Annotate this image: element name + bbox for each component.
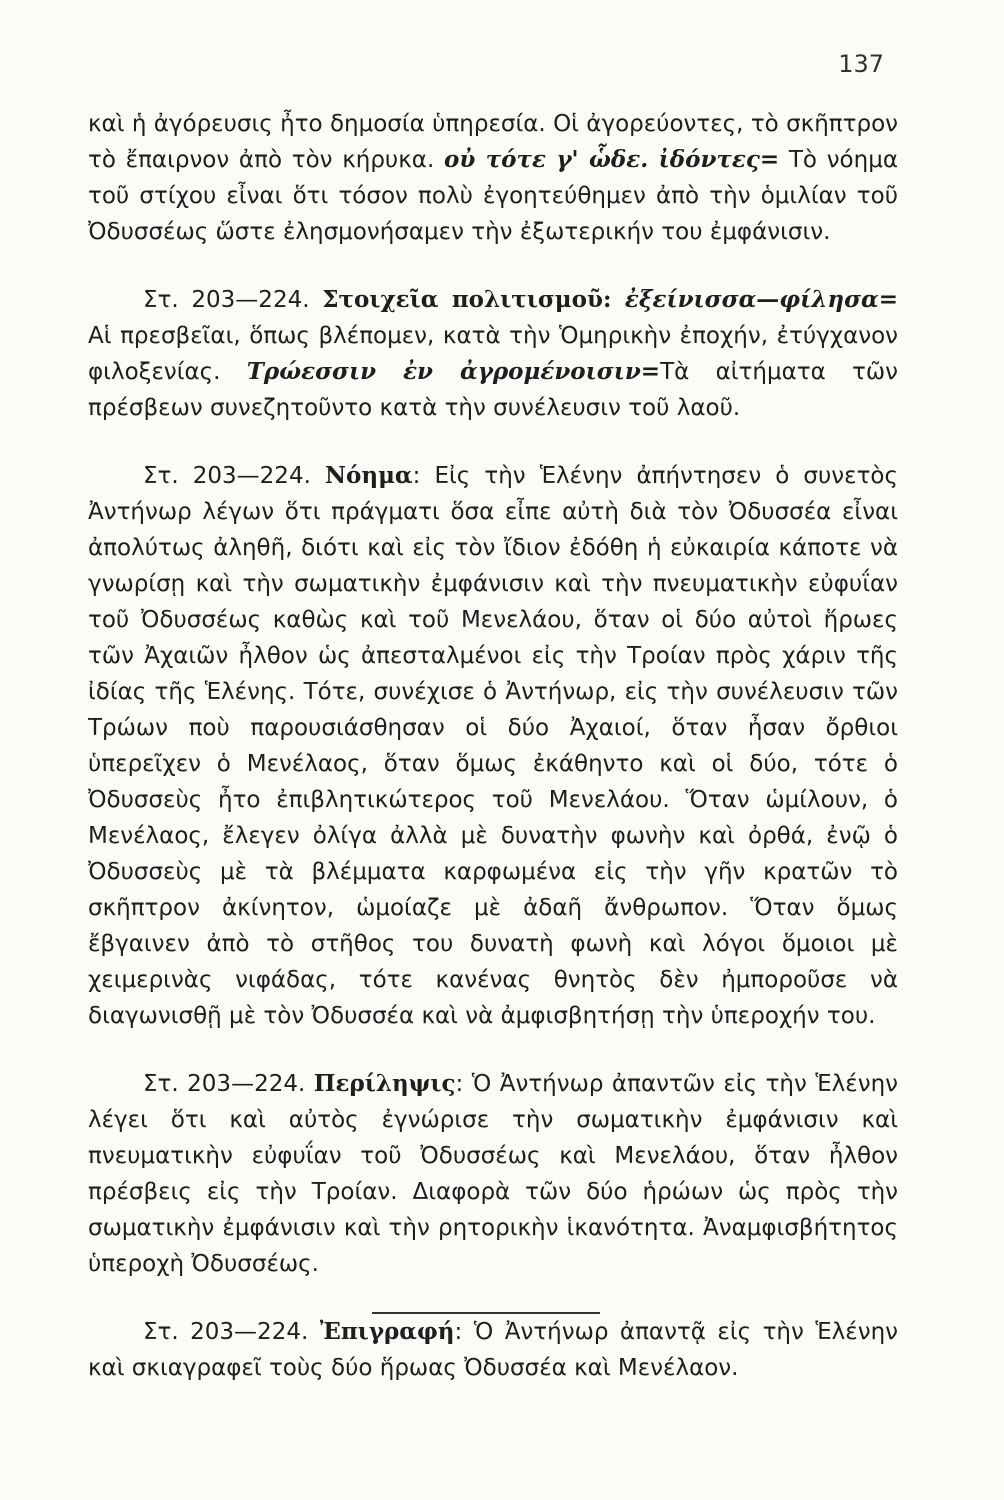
paragraph-civilization — [88, 282, 898, 426]
paragraph-title — [88, 1314, 898, 1386]
verse-reference: Στ. 203—224. — [143, 463, 325, 489]
paragraph-summary — [88, 1066, 898, 1282]
section-heading: Περίληψις — [313, 1070, 456, 1097]
paragraph-meaning — [88, 458, 898, 1034]
paragraph-1-text-b: Τὸ νόημα τοῦ στίχου εἶναι ὅτι τόσον πολὺ ἐγοητεύθημεν ἀπὸ τὴν ὁμιλίαν τοῦ Ὀδυσσέως ὥστε ἐλησμονήσαμεν τὴν ἐξωτερικήν του ἐμφάνισιν. — [88, 147, 898, 245]
paragraph-2-text-a: Αἱ πρεσβεῖαι, ὅπως βλέπομεν, κατὰ τὴν Ὁμηρικὴν ἐποχήν, ἐτύγχανον φιλοξενίας. — [88, 323, 898, 385]
paragraph-1-quote: οὐ τότε γ' ὧδε. ἰδόντες= — [443, 146, 780, 173]
paragraph-1 — [88, 106, 898, 250]
paragraph-4-text: : Ὁ Ἀντήνωρ ἀπαντῶν εἰς τὴν Ἑλένην λέγει ὅτι καὶ αὐτὸς ἐγνώρισε τὴν σωματικὴν ἐμφάνισιν καὶ πνευματικὴν εὐφυΐαν τοῦ Ὀδυσσέως καὶ Μενελάου, ὅταν ἦλθον πρέσβεις εἰς τὴν Τροίαν. Διαφορὰ τῶν δύο ἡρώων ὡς πρὸς τὴν σωματικὴν ἐμφάνισιν καὶ τὴν ρητορικὴν ἱκανότητα. Ἀναμφισβήτητος ὑπεροχὴ Ὀδυσσέως. — [88, 1071, 898, 1277]
end-rule — [372, 1312, 600, 1314]
section-heading: Νόημα — [324, 462, 413, 489]
paragraph-2-text-b: Τὰ αἰτήματα τῶν πρέσβεων συνεζητοῦντο κατὰ τὴν συνέλευσιν τοῦ λαοῦ. — [88, 359, 899, 421]
page-body — [88, 70, 898, 1418]
quote-term-2: Τρώεσσιν ἐν ἀγρομένοισιν= — [246, 358, 661, 385]
quote-term-1: ἐξείνισσα—φίλησα= — [624, 286, 898, 313]
paragraph-5-text: : Ὁ Ἀντήνωρ ἀπαντᾷ εἰς τὴν Ἑλένην καὶ σκιαγραφεῖ τοὺς δύο ἥρωας Ὀδυσσέα καὶ Μενέλαον. — [88, 1319, 898, 1381]
paragraph-3-text: : Εἰς τὴν Ἑλένην ἀπήντησεν ὁ συνετὸς Ἀντήνωρ λέγων ὅτι πράγματι ὅσα εἶπε αὐτὴ διὰ τὸν Ὀδυσσέα εἶναι ἀπολύτως ἀληθῆ, διότι καὶ εἰς τὸν ἴδιον ἐδόθη ἡ εὐκαιρία κάποτε νὰ γνωρίσῃ καὶ τὴν σωματικὴν ἐμφάνισιν καὶ τὴν πνευματικὴν εὐφυΐαν τοῦ Ὀδυσσέως καθὼς καὶ τοῦ Μενελάου, ὅταν οἱ δύο αὐτοὶ ἥρωες τῶν Ἀχαιῶν ἦλθον ὡς ἀπεσταλμένοι εἰς τὴν Τροίαν πρὸς χάριν τῆς ἰδίας τῆς Ἑλένης. Τότε, συνέχισε ὁ Ἀντήνωρ, εἰς τὴν συνέλευσιν τῶν Τρώων ποὺ παρουσιάσθησαν οἱ δύο Ἀχαιοί, ὅταν ἦσαν ὄρθιοι ὑπερεῖχεν ὁ Μενέλαος, ὅταν ὅμως ἐκάθηντο καὶ οἱ δύο, τότε ὁ Ὀδυσσεὺς ἦτο ἐπιβλητικώτερος τοῦ Μενελάου. Ὅταν ὡμίλουν, ὁ Μενέλαος, ἔλεγεν ὀλίγα ἀλλὰ μὲ δυνατὴν φωνὴν καὶ ὀρθά, ἐνῷ ὁ Ὀδυσσεὺς μὲ τὰ βλέμματα καρφωμένα εἰς τὴν γῆν κρατῶν τὸ σκῆπτρον ἀκίνητον, ὡμοίαζε μὲ ἀδαῆ ἄνθρωπον. Ὅταν ὅμως ἔβγαινεν ἀπὸ τὸ στῆθος του δυνατὴ φωνὴ καὶ λόγοι ὅμοιοι μὲ χειμερινὰς νιφάδας, τότε κανένας θνητὸς δὲν ἠμποροῦσε νὰ διαγωνισθῇ μὲ τὸν Ὀδυσσέα καὶ νὰ ἀμφισβητήσῃ τὴν ὑπεροχήν του. — [88, 463, 898, 1029]
page-number: 137 — [838, 50, 884, 78]
paragraph-1-text-a: καὶ ἡ ἀγόρευσις ἦτο δημοσία ὑπηρεσία. Οἱ ἀγορεύοντες, τὸ σκῆπτρον τὸ ἔπαιρνον ἀπὸ τὸν κήρυκα. — [88, 111, 898, 173]
section-heading: Ἐπιγραφή — [319, 1318, 455, 1345]
verse-reference: Στ. 203—224. — [143, 1319, 320, 1345]
verse-reference: Στ. 203—224. — [143, 287, 323, 313]
verse-reference: Στ. 203—224. — [143, 1071, 314, 1097]
section-heading: Στοιχεῖα πολιτισμοῦ: — [322, 286, 625, 313]
